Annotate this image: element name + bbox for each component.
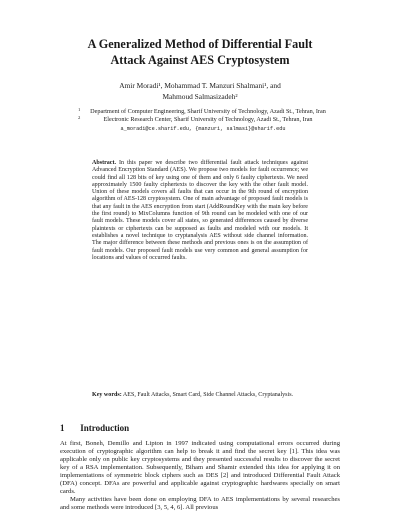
title-line-2: Attack Against AES Cryptosystem [110,53,290,67]
body-paragraph: At first, Boneh, Demillo and Lipton in 1997 indicated using computational errors occurred during execution of cryptographic algorithm can help to break it and find the secret key [1]. This idea was applicable only on public key cryptosystems and they presented successful results to discover the secret key of a RSA implementation. Subsequently, Biham and Shamir extended this idea for applying it on implementations of symmetric block ciphers such as DES [2] and introduced Differential Fault Attack (DFA) concept. DFAs are powerful and applicable against cryptographic hardwares specially on smart cards. [60,440,340,496]
keywords-label: Key words: [92,392,122,398]
authors-line-1: Amir Moradi¹, Mohammad T. Manzuri Shalmani¹, and [119,81,281,90]
section-title: Introduction [80,423,130,433]
author-list [60,80,340,102]
abstract-text: In this paper we describe two differential fault attack techniques against Advanced Encryption Standard (AES). We propose two models for fault occurrence; we could find all 128 bits of key using one of them and only 6 faulty ciphertexts. We need approximately 1500 faulty ciphertexts to discover the key with the other fault model. Union of these models covers all faults that can occur in the 9th round of encryption algorithm of AES-128 cryptosystem. One of main advantage of proposed fault models is that any fault in the AES encryption from start (AddRoundKey with the main key before the first round) to MixColumns function of 9th round can be modeled with one of our fault models. These models cover all states, so generated differences caused by diverse plaintexts or ciphertexts can be supposed as faults and modeled with our models. It establishes a novel technique to cryptanalysis AES without side channel information. The major difference between these methods and previous ones is on the assumption of fault models. Our proposed fault models use very common and general assumption for locations and values of occurred faults. [92,160,308,261]
authors-line-2: Mahmoud Salmasizadeh² [162,92,238,101]
affiliation-text: Department of Computer Engineering, Sharif University of Technology, Azadi St., Tehran, Iran [90,108,326,115]
body-paragraph: Many activities have been done on employing DFA to AES implementations by several researches and some methods were introduced [3, 5, 4, 6]. All previous [60,496,340,512]
author-emails: a_moradi@ce.sharif.edu, {manzuri, salmasi}@sharif.edu [120,126,286,132]
section-body [60,440,340,512]
keywords-text: AES, Fault Attacks, Smart Card, Side Channel Attacks, Cryptanalysis. [122,392,294,398]
keywords [92,392,308,399]
section-number: 1 [60,423,65,433]
title-line-1: A Generalized Method of Differential Fault [87,37,313,51]
affiliation-text: Electronic Research Center, Sharif University of Technology, Azadi St., Tehran, Iran [103,116,313,123]
section-heading [60,422,340,434]
affiliation-number: 2 [78,115,81,120]
affiliations [78,108,328,133]
abstract-label: Abstract. [92,160,117,166]
affiliation-1 [78,108,328,116]
affiliation-number: 1 [78,107,81,112]
paper-title [60,36,340,68]
affiliation-2 [78,116,328,124]
abstract [92,160,308,262]
